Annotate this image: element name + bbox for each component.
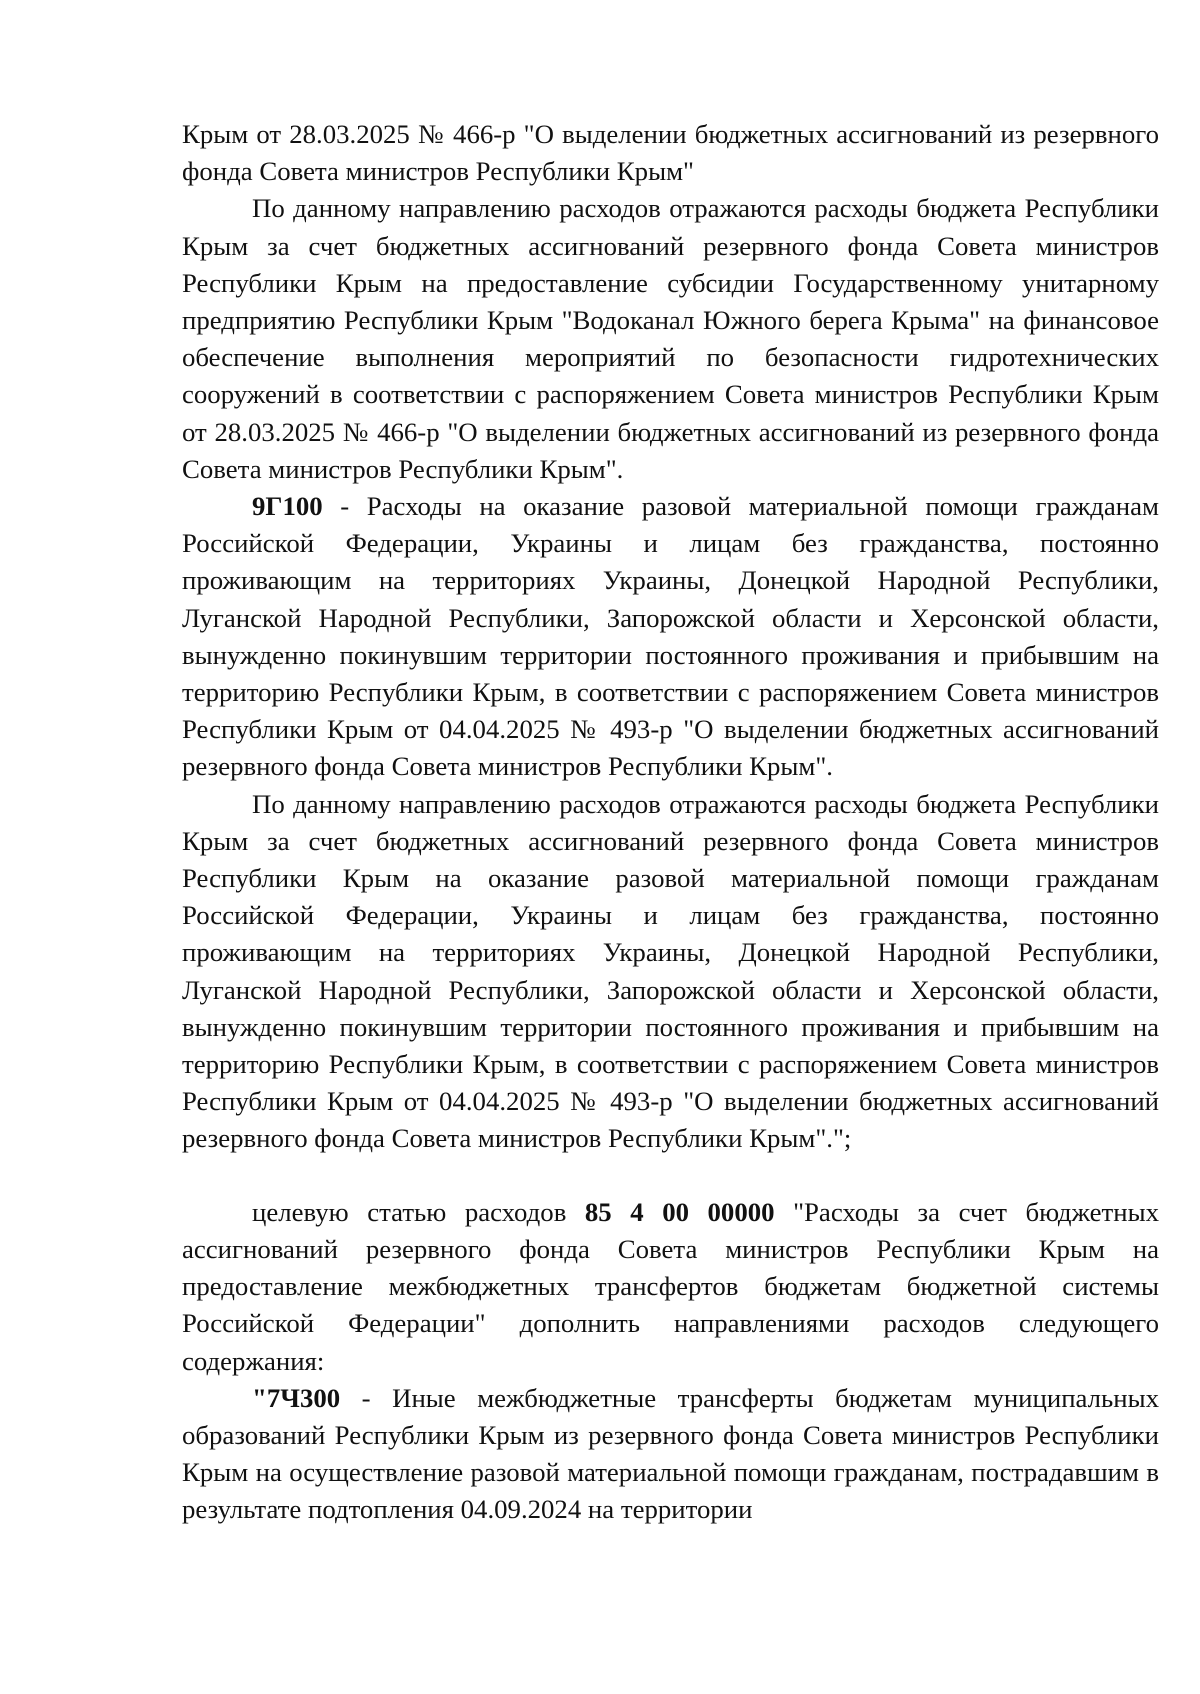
expense-code: 9Г100 xyxy=(252,491,323,522)
article-code: 85 4 00 00000 xyxy=(584,1196,775,1227)
paragraph-expense-description xyxy=(182,786,1159,1158)
paragraph-code-9g100 xyxy=(182,488,1159,786)
paragraph-text: - Расходы на оказание разовой материальной помощи гражданам Российской Федерации, Украины и лицам без гражданства, постоянно проживающим на территориях Украины, Донецкой Народной Республики, Луганской Народной Республики, Запорожской области и Херсонской области, вынужденно покинувшим территории постоянного проживания и прибывшим на территорию Республики Крым, в соответствии с распоряжением Совета министров Республики Крым от 04.04.2025 № 493-р "О выделении бюджетных ассигнований резервного фонда Совета министров Республики Крым". xyxy=(182,491,1159,782)
article-suffix: "Расходы за счет бюджетных ассигнований резервного фонда Совета министров Республики Крым на предоставление межбюджетных трансфертов бюджетам бюджетной системы Российской Федерации" дополнить направлениями расходов следующего содержания: xyxy=(182,1196,1159,1376)
paragraph-text: - Иные межбюджетные трансферты бюджетам муниципальных образований Республики Крым из резервного фонда Совета министров Республики Крым на осуществление разовой материальной помощи гражданам, пострадавшим в результате подтопления 04.09.2024 на территории xyxy=(182,1382,1159,1525)
article-prefix: целевую статью расходов xyxy=(252,1196,585,1227)
expense-code: "7Ч300 xyxy=(252,1382,341,1413)
document-body xyxy=(182,116,1159,1529)
paragraph-text: По данному направлению расходов отражаются расходы бюджета Республики Крым за счет бюджетных ассигнований резервного фонда Совета министров Республики Крым на предоставление субсидии Государственному унитарному предприятию Республики Крым "Водоканал Южного берега Крыма" на финансовое обеспечение выполнения мероприятий по безопасности гидротехнических сооружений в соответствии с распоряжением Совета министров Республики Крым от 28.03.2025 № 466-р "О выделении бюджетных ассигнований из резервного фонда Совета министров Республики Крым". xyxy=(182,193,1159,484)
paragraph-code-7ch300 xyxy=(182,1380,1159,1529)
paragraph-target-article xyxy=(182,1194,1159,1380)
paragraph-expense-description xyxy=(182,190,1159,488)
paragraph-text: Крым от 28.03.2025 № 466-р "О выделении бюджетных ассигнований из резервного фонда Совета министров Республики Крым" xyxy=(182,119,1159,187)
paragraph-text: По данному направлению расходов отражаются расходы бюджета Республики Крым за счет бюджетных ассигнований резервного фонда Совета министров Республики Крым на оказание разовой материальной помощи гражданам Российской Федерации, Украины и лицам без гражданства, постоянно проживающим на территориях Украины, Донецкой Народной Республики, Луганской Народной Республики, Запорожской области и Херсонской области, вынужденно покинувшим территории постоянного проживания и прибывшим на территорию Республики Крым, в соответствии с распоряжением Совета министров Республики Крым от 04.04.2025 № 493-р "О выделении бюджетных ассигнований резервного фонда Совета министров Республики Крым"."; xyxy=(182,788,1159,1154)
paragraph-continuation xyxy=(182,116,1159,190)
